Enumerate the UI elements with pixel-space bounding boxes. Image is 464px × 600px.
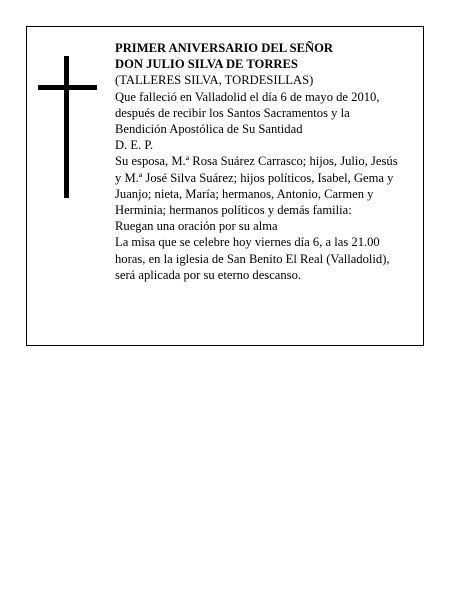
body-line: Que falleció en Valladolid el día 6 de mayo de 2010,	[115, 89, 380, 104]
body-line: y M.ª José Silva Suárez; hijos políticos, Isabel, Gema y	[115, 170, 394, 185]
body-line: Juanjo; nieta, María; hermanos, Antonio, Carmen y	[115, 186, 374, 201]
notice-text	[115, 40, 415, 283]
body-line: Herminia; hermanos políticos y demás familia:	[115, 203, 352, 218]
body-line: Ruegan una oración por su alma	[115, 219, 278, 234]
body-line: horas, en la iglesia de San Benito El Real (Valladolid),	[115, 251, 390, 266]
obituary-notice	[26, 26, 424, 346]
body-line: Bendición Apostólica de Su Santidad	[115, 122, 303, 137]
notice-title-line-2: DON JULIO SILVA DE TORRES	[115, 57, 298, 72]
body-line: La misa que se celebre hoy viernes día 6, a las 21.00	[115, 235, 380, 250]
body-line: Su esposa, M.ª Rosa Suárez Carrasco; hijos, Julio, Jesús	[115, 154, 398, 169]
body-line: después de recibir los Santos Sacramentos y la	[115, 105, 350, 120]
body-line: será aplicada por su eterno descanso.	[115, 267, 302, 282]
cross-horizontal-bar	[38, 85, 97, 90]
notice-title-line-1: PRIMER ANIVERSARIO DEL SEÑOR	[115, 41, 333, 55]
rip-line: D. E. P.	[115, 138, 154, 153]
notice-subtitle: (TALLERES SILVA, TORDESILLAS)	[115, 73, 314, 88]
cross-vertical-bar	[64, 56, 69, 198]
